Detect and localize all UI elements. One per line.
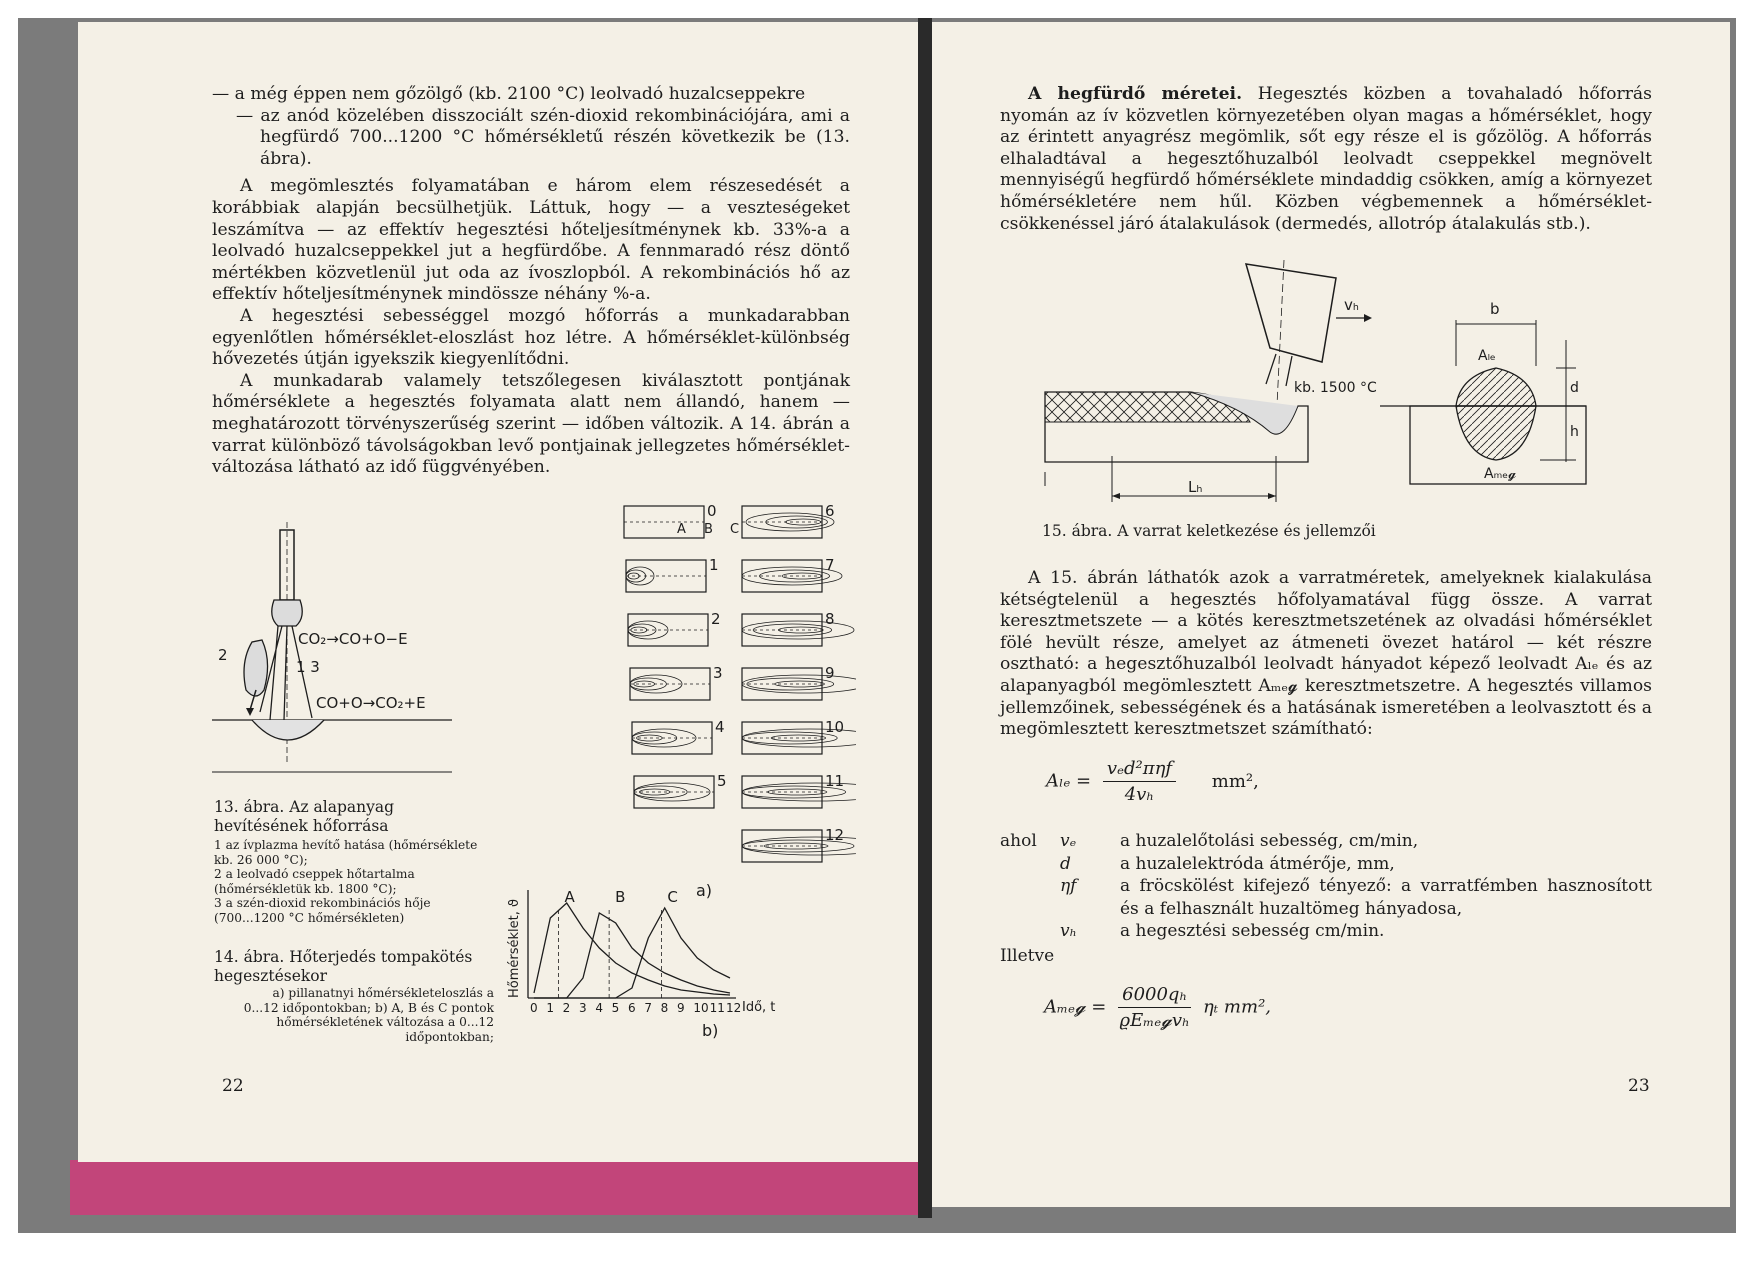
fig14-notes: a) pillanatnyi hőmérsékleteloszlás a 0...12 időpontokban; b) A, B és C pontok hőmérsékletének változása a 0...12 időpontokban; xyxy=(243,986,494,1044)
series-label-C: C xyxy=(667,888,678,906)
right-body-text xyxy=(1000,568,1652,741)
panel-number: 8 xyxy=(825,610,835,628)
fig13-notes xyxy=(214,838,490,925)
def-symbol: vₕ xyxy=(1060,921,1077,941)
series-line-C xyxy=(534,908,730,998)
fig15-d: d xyxy=(1570,380,1579,396)
bullet-item: — az anód közelében disszociált szén-dioxid rekombinációjára, ami a hegfürdő 700...1200 °C hőmérsékletű részén következik be (13. ábra). xyxy=(236,105,850,169)
fig15-lh: Lₕ xyxy=(1188,478,1203,496)
paragraph: A megömlesztés folyamatában e három elem részesedését a korábbiak alapján becsülhetjük. Láttuk, hogy — a veszteségeket leszámítva — az effektív hegesztési hőteljesítménynek kb. 33%-a a leolvadó huzalcseppekkel jut a hegfürdőbe. A fennmaradó rész döntő mértékben közvetlenül jut oda az ívoszlopból. A rekombinációs hő az effektív hőteljesítménynek mindössze néhány %-a. xyxy=(212,176,850,305)
bullet-item: — a még éppen nem gőzölgő (kb. 2100 °C) leolvadó huzalcseppekre xyxy=(212,84,806,104)
fig13-label-reco: CO+O→CO₂+E xyxy=(316,694,426,712)
figure-13-welding-arc xyxy=(212,522,452,790)
x-tick-label: 11 xyxy=(709,1001,725,1015)
formula-lhs: Aₘₑ𝓰 = xyxy=(1044,996,1107,1018)
fig15-b: b xyxy=(1490,300,1500,318)
symbol-definitions xyxy=(1000,830,1652,967)
x-tick-label: 1 xyxy=(546,1001,554,1015)
formula-numerator: vₑd²πηf xyxy=(1103,758,1176,782)
def-text: a huzalelektróda átmérője, mm, xyxy=(1120,853,1395,874)
fig15-ale: Aₗₑ xyxy=(1478,348,1496,364)
paragraph: A 15. ábrán láthatók azok a varratméretek, amelyeknek kialakulása kétségtelenül a hegesztés hőfolyamatával függ össze. A varrat keresztmetszete — a kötés keresztmetszetének az olvadási hőmérséklet fölé hevült része, amelyet az átmeneti övezet határol — két részre osztható: a hegesztőhuzalból leolvadt hányadot képező leolvadt Aₗₑ és az alapanyagból megömlesztett Aₘₑ𝓰 keresztmetszetre. A hegesztés villamos jellemzőinek, sebességének és a hatásának ismeretében a leolvasztott és a megömlesztett keresztmetszet számítható: xyxy=(1000,568,1652,740)
page-number-right: 23 xyxy=(1628,1076,1650,1096)
fig14-label-b: b) xyxy=(702,1021,719,1040)
fig13-note: 3 a szén-dioxid rekombinációs hője (700...1200 °C hőmérsékleten) xyxy=(214,896,431,925)
def-symbol: vₑ xyxy=(1060,831,1077,851)
figure-14a-temperature-fields xyxy=(620,500,856,906)
formula-unit: mm², xyxy=(1211,770,1259,792)
panel-number: 0 xyxy=(707,502,717,520)
formula-denominator: ϱEₘₑ𝓰vₕ xyxy=(1119,1010,1190,1031)
figure-15-weld-dimensions xyxy=(1040,256,1600,506)
left-body-text xyxy=(212,84,850,479)
panel-number: 10 xyxy=(825,718,845,736)
series-label-B: B xyxy=(615,888,626,906)
def-text: a huzalelőtolási sebesség, cm/min, xyxy=(1120,831,1419,851)
book-cover-edge xyxy=(70,1160,922,1215)
fig15-h: h xyxy=(1570,424,1579,440)
x-tick-label: 2 xyxy=(562,1001,571,1015)
x-tick-label: 9 xyxy=(677,1001,685,1015)
section-heading: A hegfürdő méretei. xyxy=(1028,84,1243,104)
x-tick-label: 4 xyxy=(595,1001,603,1015)
chart-ylabel: Hőmérséklet, ϑ xyxy=(507,898,522,998)
point-label-c: C xyxy=(730,522,740,537)
figure-14b-temperature-chart xyxy=(506,880,836,1040)
panel-number: 6 xyxy=(825,502,835,520)
x-tick-label: 6 xyxy=(628,1001,636,1015)
formula-ameg xyxy=(1044,984,1271,1031)
formula-tail: ηₜ mm², xyxy=(1202,996,1272,1018)
panel-number: 7 xyxy=(825,556,835,574)
panel-number: 4 xyxy=(715,718,725,736)
fig13-note: 1 az ívplazma hevítő hatása (hőmérséklete kb. 26 000 °C); xyxy=(214,838,478,867)
book-gutter xyxy=(918,18,932,1218)
panel-number: 2 xyxy=(711,610,721,628)
point-label-b: B xyxy=(704,522,713,537)
x-tick-label: 7 xyxy=(644,1001,652,1015)
series-line-A xyxy=(534,903,730,995)
fig13-label-13: 1 3 xyxy=(296,658,320,676)
fig15-temp: kb. 1500 °C xyxy=(1294,380,1377,396)
panel-number: 1 xyxy=(709,556,719,574)
x-tick-label: 3 xyxy=(579,1001,587,1015)
fig15-vh: vₕ xyxy=(1344,296,1359,314)
x-tick-label: 5 xyxy=(611,1001,620,1015)
x-tick-label: 12 xyxy=(726,1001,742,1015)
def-symbol: ηf xyxy=(1060,876,1077,896)
x-tick-label: 0 xyxy=(530,1001,538,1015)
def-symbol: d xyxy=(1060,853,1071,874)
panel-number: 12 xyxy=(825,826,845,844)
panel-number: 9 xyxy=(825,664,835,682)
series-label-A: A xyxy=(564,888,575,906)
isotherm xyxy=(631,627,647,633)
fig14-label-a: a) xyxy=(696,881,713,900)
paragraph: A munkadarab valamely tetszőlegesen kiválasztott pontjának hőmérséklete a hegesztés folyamata alatt nem állandó, hanem — meghatározott törvényszerűség szerint — időben változik. A 14. ábrán a varrat különböző távolságokban levő pontjainak jellegzetes hőmérséklet-változása látható az idő függvényében. xyxy=(212,370,850,478)
point-label-a: A xyxy=(677,522,686,537)
formula-numerator: 6000qₕ xyxy=(1118,984,1191,1008)
series-line-B xyxy=(534,913,730,998)
fig13-caption: 13. ábra. Az alapanyag hevítésének hőforrása xyxy=(214,798,395,835)
page-number-left: 22 xyxy=(222,1076,244,1096)
fig13-label-co2: CO₂→CO+O−E xyxy=(298,630,408,648)
chart-xlabel: Idő, t xyxy=(742,1000,776,1015)
right-intro xyxy=(1000,84,1652,235)
panel-number: 5 xyxy=(717,772,727,790)
fig14-caption: 14. ábra. Hőterjedés tompakötés hegesztésekor xyxy=(214,948,473,985)
intro-text: Hegesztés közben a tovahaladó hőforrás nyomán az ív közvetlen környezetében olyan magas a hőmérséklet, hogy az érintett anyagrész megömlik, sőt egy része el is gőzölög. A hőforrás elhaladtával a hegesztőhuzalból leolvadt cseppekkel megnövelt mennyiségű hegfürdő hőmérséklete mindaddig csökken, amíg a környezet hőmérsékletére nem hűl. Közben végbemennek a hőmérséklet-csökkenéssel járó átalakulások (dermedés, allotróp átalakulás stb.). xyxy=(1000,84,1652,234)
x-tick-label: 10 xyxy=(693,1001,709,1015)
x-tick-label: 8 xyxy=(660,1001,669,1015)
fig15-ameg: Aₘₑ𝓰 xyxy=(1484,466,1517,482)
formula-ale xyxy=(1046,758,1259,805)
def-text: a hegesztési sebesség cm/min. xyxy=(1120,921,1385,941)
isotherm xyxy=(760,570,830,582)
def-text: a fröcskölést kifejező tényező: a varratfémben hasznosított és a felhasznált huzaltömeg hányadosa, xyxy=(1120,876,1652,919)
formula-denominator: 4vₕ xyxy=(1124,784,1155,805)
panel-number: 3 xyxy=(713,664,723,682)
formula-lhs: Aₗₑ = xyxy=(1046,770,1092,792)
where-label: ahol xyxy=(1000,831,1037,851)
panel-number: 11 xyxy=(825,772,845,790)
illetve-label: Illetve xyxy=(1000,945,1055,966)
paragraph: A hegesztési sebességgel mozgó hőforrás a munkadarabban egyenlőtlen hőmérséklet-eloszlást hoz létre. A hőmérséklet-különbség hővezetés útján igyekszik kiegyenlítődni. xyxy=(212,305,850,370)
fig15-caption: 15. ábra. A varrat keletkezése és jellemzői xyxy=(1042,522,1376,540)
fig13-label-2: 2 xyxy=(218,646,228,664)
fig13-note: 2 a leolvadó cseppek hőtartalma (hőmérsékletük kb. 1800 °C); xyxy=(214,867,415,896)
